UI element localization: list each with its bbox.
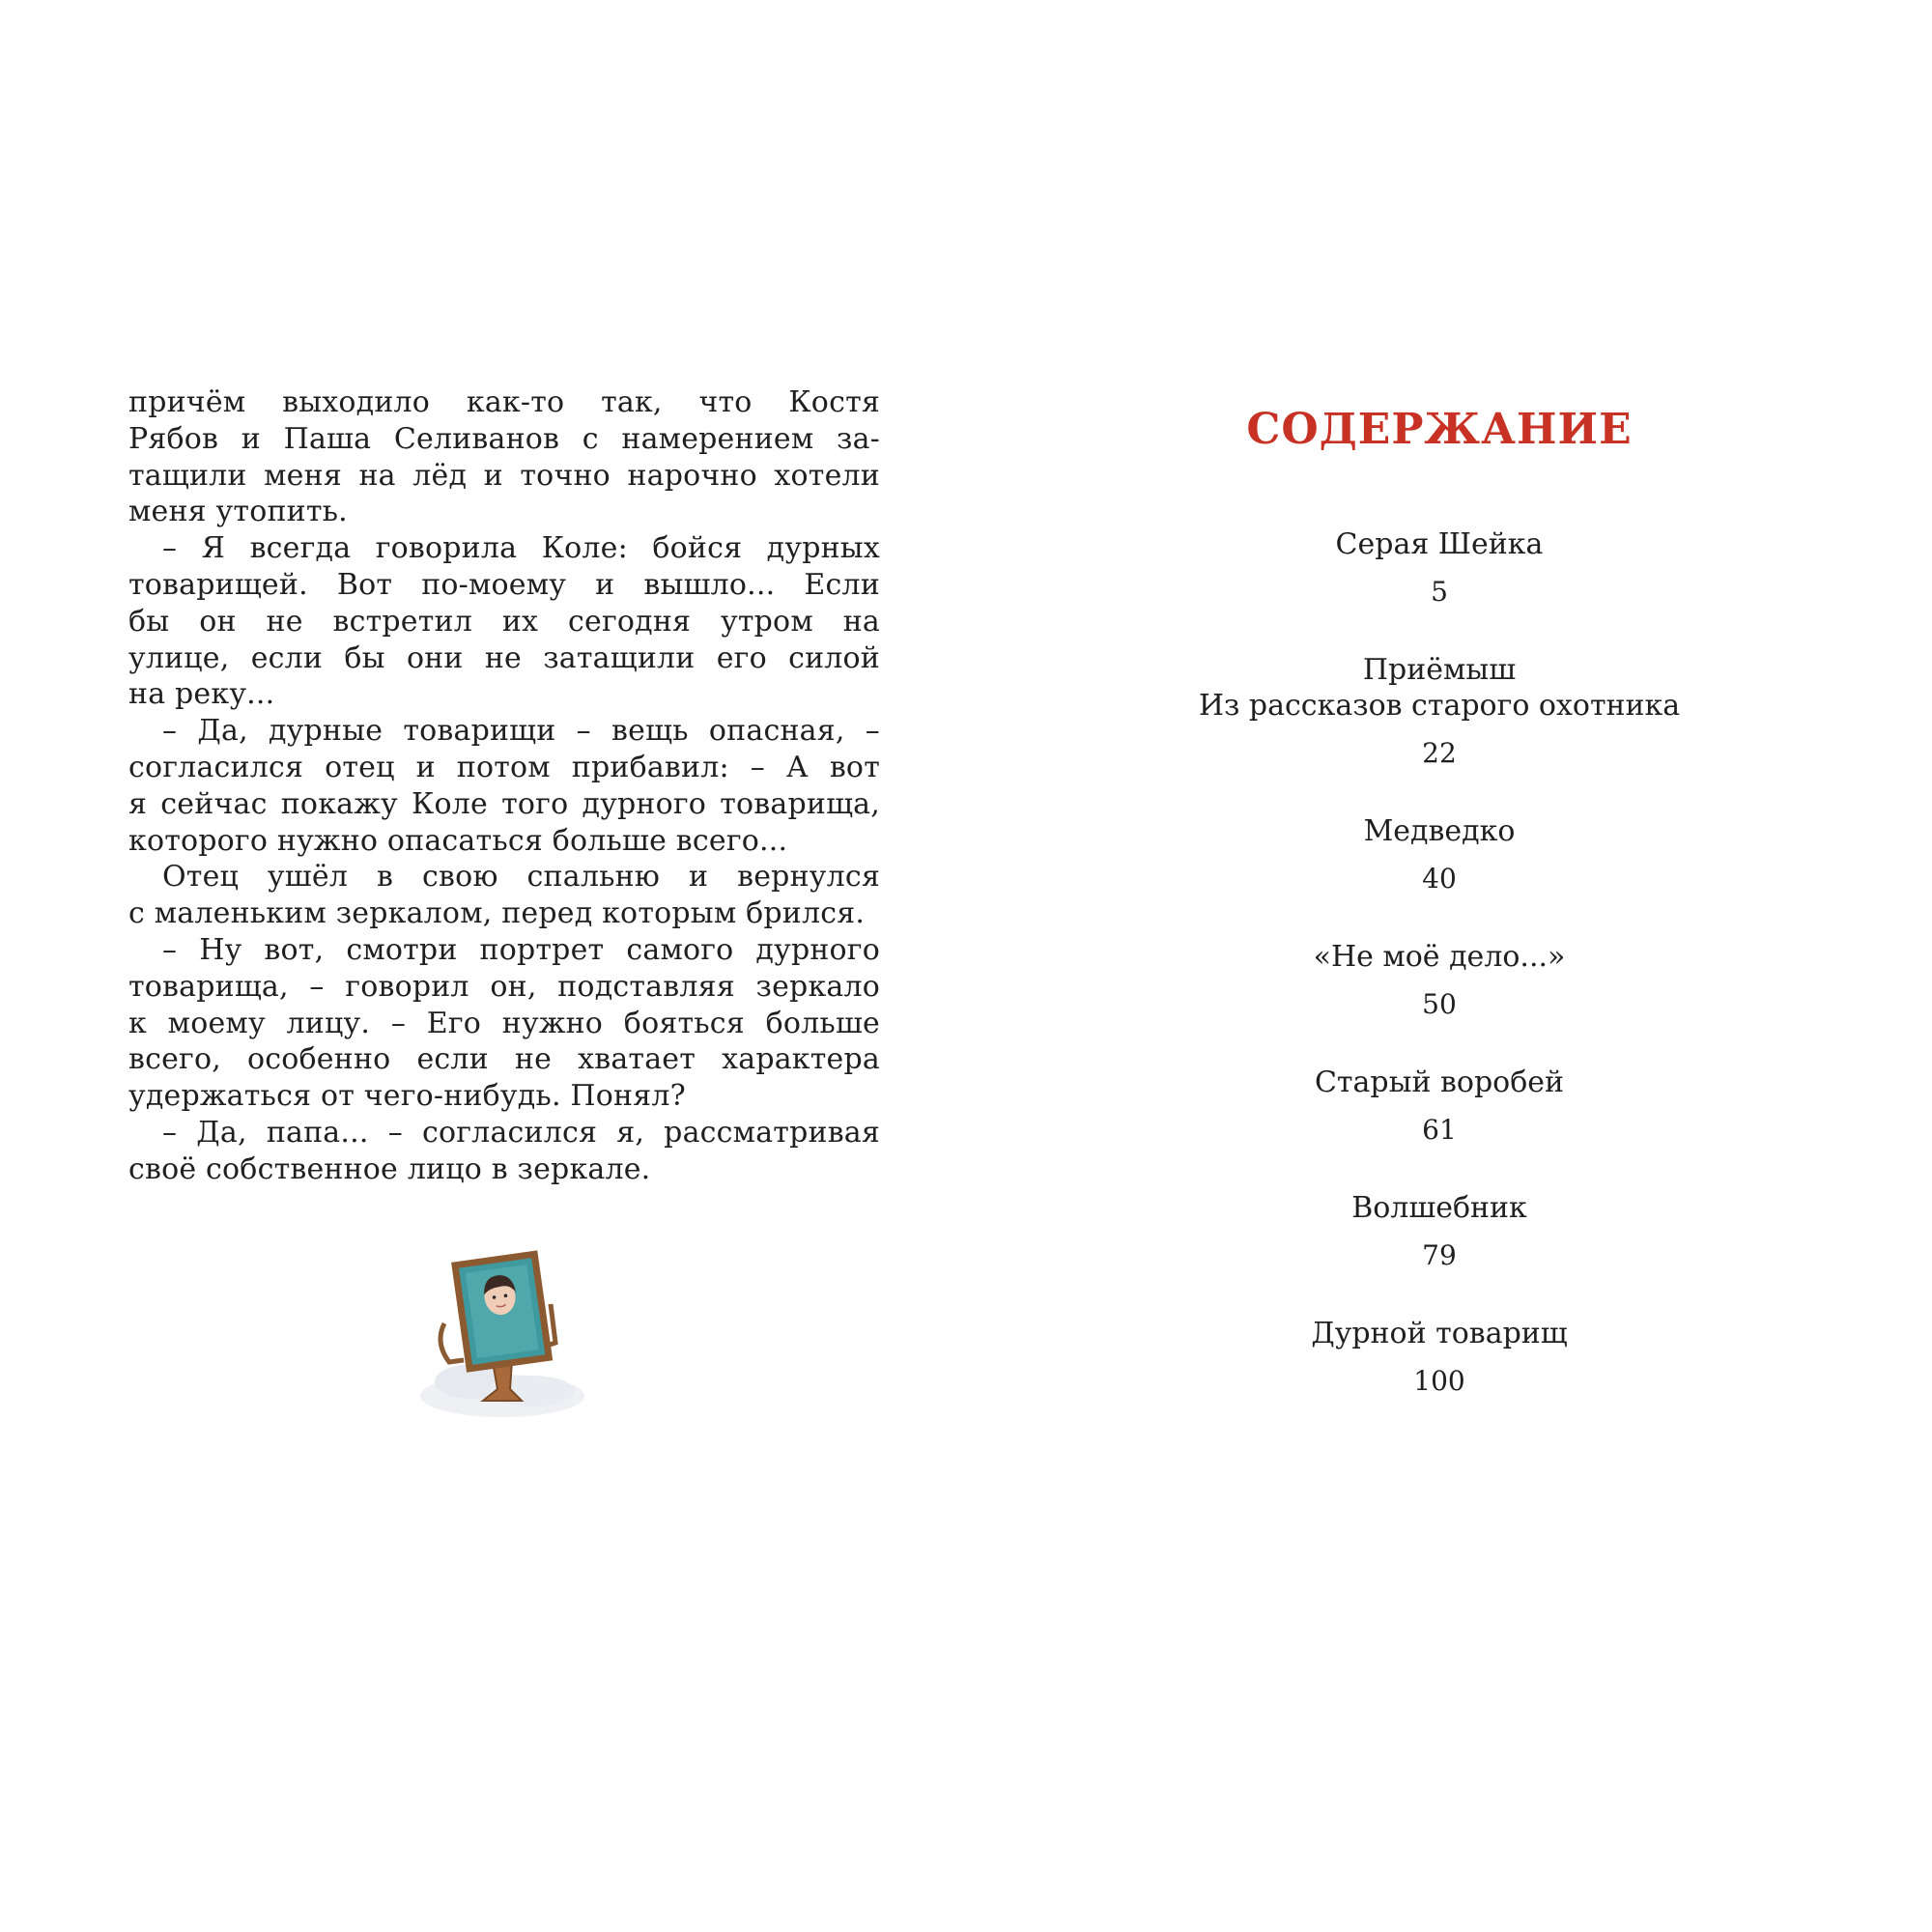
story-line: Отец ушёл в свою спальню и вернулся bbox=[162, 860, 880, 895]
toc-entry[interactable] bbox=[1188, 813, 1690, 896]
story-line: Рябов и Паша Селиванов с намерением за- bbox=[128, 421, 880, 456]
mirror-illustration-icon bbox=[406, 1236, 599, 1430]
story-line: причём выходило как-то так, что Костя bbox=[128, 385, 880, 419]
story-line: улице, если бы они не затащили его силой bbox=[128, 640, 880, 675]
toc-entry-title: Медведко bbox=[1363, 814, 1516, 848]
story-line: бы он не встретил их сегодня утром на bbox=[128, 604, 880, 639]
story-line: на реку... bbox=[128, 677, 275, 712]
toc-heading: СОДЕРЖАНИЕ bbox=[1246, 405, 1633, 454]
toc-list bbox=[1188, 526, 1690, 1399]
toc-entry-title: «Не моё дело...» bbox=[1313, 940, 1566, 974]
toc-entry-title: Волшебник bbox=[1351, 1191, 1527, 1225]
toc-entry-title: Приёмыш bbox=[1362, 653, 1517, 687]
story-line: я сейчас покажу Коле того дурного товарища, bbox=[128, 786, 880, 821]
story-line: к моему лицу. – Его нужно бояться больше bbox=[128, 1006, 880, 1040]
toc-entry-page-number: 61 bbox=[1422, 1114, 1457, 1146]
toc-entry-page-number: 79 bbox=[1422, 1239, 1457, 1271]
toc-entry-page-number: 5 bbox=[1431, 576, 1448, 608]
toc-entry-page-number: 40 bbox=[1422, 863, 1457, 895]
mirror-illustration bbox=[406, 1236, 599, 1430]
table-of-contents-page bbox=[1188, 396, 1690, 1441]
story-line: товарищей. Вот по-моему и вышло... Если bbox=[128, 567, 880, 602]
toc-entry-subtitle: Из рассказов старого охотника bbox=[1198, 689, 1681, 723]
toc-entry-page-number: 100 bbox=[1413, 1365, 1465, 1397]
toc-entry-page-number: 50 bbox=[1422, 988, 1457, 1020]
toc-entry[interactable] bbox=[1188, 526, 1690, 610]
story-line: товарища, – говорил он, подставляя зеркало bbox=[128, 969, 880, 1004]
toc-entry[interactable] bbox=[1188, 939, 1690, 1022]
toc-entry[interactable] bbox=[1188, 652, 1690, 771]
story-line: с маленьким зеркалом, перед которым брился. bbox=[128, 896, 866, 931]
toc-entry[interactable] bbox=[1188, 1065, 1690, 1148]
toc-entry[interactable] bbox=[1188, 1316, 1690, 1399]
story-line: – Да, папа... – согласился я, рассматривая bbox=[162, 1115, 880, 1150]
story-line: тащили меня на лёд и точно нарочно хотели bbox=[128, 458, 880, 493]
story-line: своё собственное лицо в зеркале. bbox=[128, 1151, 651, 1186]
toc-entry-title: Серая Шейка bbox=[1335, 527, 1544, 561]
story-line: – Я всегда говорила Коле: бойся дурных bbox=[162, 531, 880, 566]
toc-entry[interactable] bbox=[1188, 1190, 1690, 1273]
story-line: меня утопить. bbox=[128, 495, 348, 529]
story-line: – Да, дурные товарищи – вещь опасная, – bbox=[162, 714, 880, 749]
story-line: всего, особенно если не хватает характера bbox=[128, 1042, 880, 1077]
story-text-page bbox=[128, 384, 880, 1188]
story-line: согласился отец и потом прибавил: – А вот bbox=[128, 750, 880, 784]
story-line: – Ну вот, смотри портрет самого дурного bbox=[162, 932, 880, 967]
story-line: которого нужно опасаться больше всего... bbox=[128, 823, 788, 858]
story-line: удержаться от чего-нибудь. Понял? bbox=[128, 1079, 686, 1114]
toc-entry-title: Старый воробей bbox=[1314, 1065, 1565, 1099]
toc-entry-page-number: 22 bbox=[1422, 737, 1457, 769]
story-paragraphs bbox=[128, 384, 880, 1188]
toc-entry-title: Дурной товарищ bbox=[1311, 1317, 1568, 1350]
